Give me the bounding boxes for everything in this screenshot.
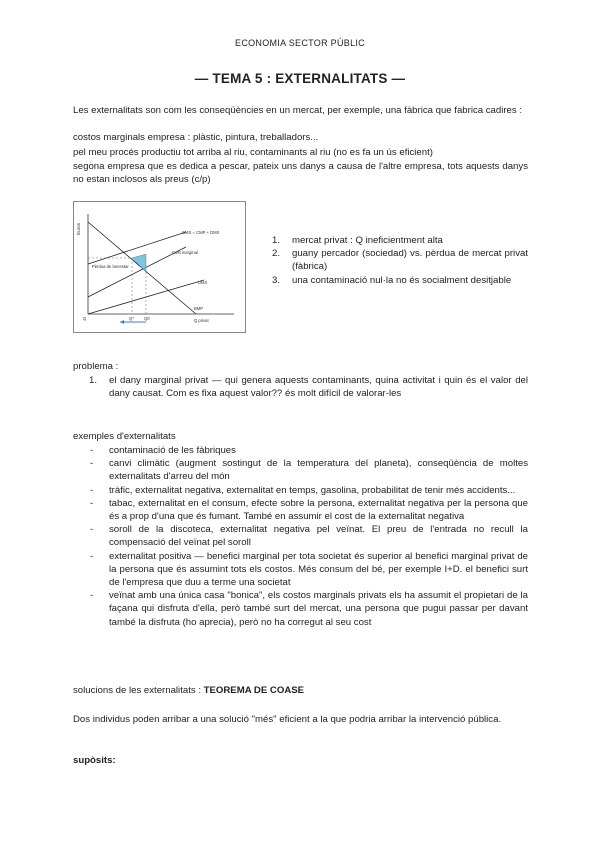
dos-individus-para: Dos individus poden arribar a una solució "més" eficient a la que podria arribar la intervenció pública. [73,714,502,725]
label-demand: BMP [194,306,204,311]
exemples-list [73,444,528,629]
label-cms: CMS = CMP + DMX [182,230,220,235]
intro-line-1: Les externalitats son com les conseqüències en un mercat, per exemple, una fàbrica que fabrica cadires : [73,105,523,116]
intro-line-3: pel meu procés productiu tot arriba al riu, contaminants al riu (no es fa un ús eficient) [73,147,433,158]
page-header: ECONOMIA SECTOR PÚBLIC [235,38,365,48]
label-wedge: Pèrdua de benestar [92,264,129,269]
intro-line-2: costos marginals empresa : plàstic, pintura, treballadors... [73,132,319,143]
label-cmp: Cost marginal [172,250,198,255]
figure-note-item: 1. mercat privat : Q ineficientment alta [272,235,443,246]
figure-note-item: 3. una contaminació nul·la no és socialment desitjable [272,274,512,286]
problema-heading: problema : [73,361,119,372]
label-qstar: Q* [129,316,134,321]
exemple-item: - tabac, externalitat en el consum, efecte sobre la persona, externalitat negativa per la persona que és a prop d'una que és fumant. També en assumir el cost de la externalitat negativa [90,497,528,523]
exemple-item: - soroll de la discoteca, externalitat negativa pel veïnat. El preu de l'entrada no recull la compensació del veïnat pel soroll [90,524,528,549]
externality-diagram [73,201,246,333]
figure-notes-list [258,234,528,287]
label-x-axis: Q privat [194,318,209,323]
label-dmx: DMX [198,280,208,285]
exemple-item: - tràfic, externalitat negativa, externalitat en temps, gasolina, probabilitat de tenir més accidents... [90,484,516,496]
label-qo: Q0 [144,316,150,321]
solucions-line [73,684,528,697]
suposits-heading: supòsits: [73,755,116,766]
welfare-loss-area [132,254,146,272]
exemple-item: - contaminació de les fàbriques [90,445,236,456]
y-axis-label: Euros [76,222,81,235]
diagram-svg [74,202,245,332]
exemple-item: - externalitat positiva — benefici marginal per tota societat és superior al benefici marginal privat de la persona que és assumint tots els costos. Més consum del bé, per exemple I+D. el benefici surt de l'empresa que duu a terme una societat [90,550,528,589]
q-arrow-head [120,320,124,324]
page-title: — TEMA 5 : EXTERNALITATS — [194,71,406,86]
intro-line-4: segona empresa que es dedica a pescar, pateix uns danys a causa de l'altre empresa, tots aquests danys no estan inclosos als preus (c/p) [73,161,528,186]
solucions-prefix: solucions de les externalitats : [73,685,204,696]
coase-theorem: TEOREMA DE COASE [203,685,305,696]
exemple-item: - veïnat amb una única casa "bonica", els costos marginals privats els ha assumit el propietari de la façana qui disfruta d'ella, però també surt del mercat, una persona que pugui passar per davant també la disfruta (ho aprecia), però no ha corregut al seu cost [90,590,528,628]
exemple-item: - canvi climàtic (augment sostingut de la temperatura del planeta), conseqüència de moltes externalitats d'arreu del món [90,458,528,483]
label-origin: Q [83,316,87,321]
problema-item: 1. el dany marginal privat — qui genera aquests contaminants, quina activitat i quin és el valor del dany causat. Com es fixa aquest valor?? és molt difícil de valorar-les [89,375,528,400]
exemples-heading: exemples d'externalitats [73,431,176,442]
problema-list [73,374,528,400]
figure-note-item: 2. guany percador (sociedad) vs. pèrdua de mercat privat (fàbrica) [272,248,528,273]
